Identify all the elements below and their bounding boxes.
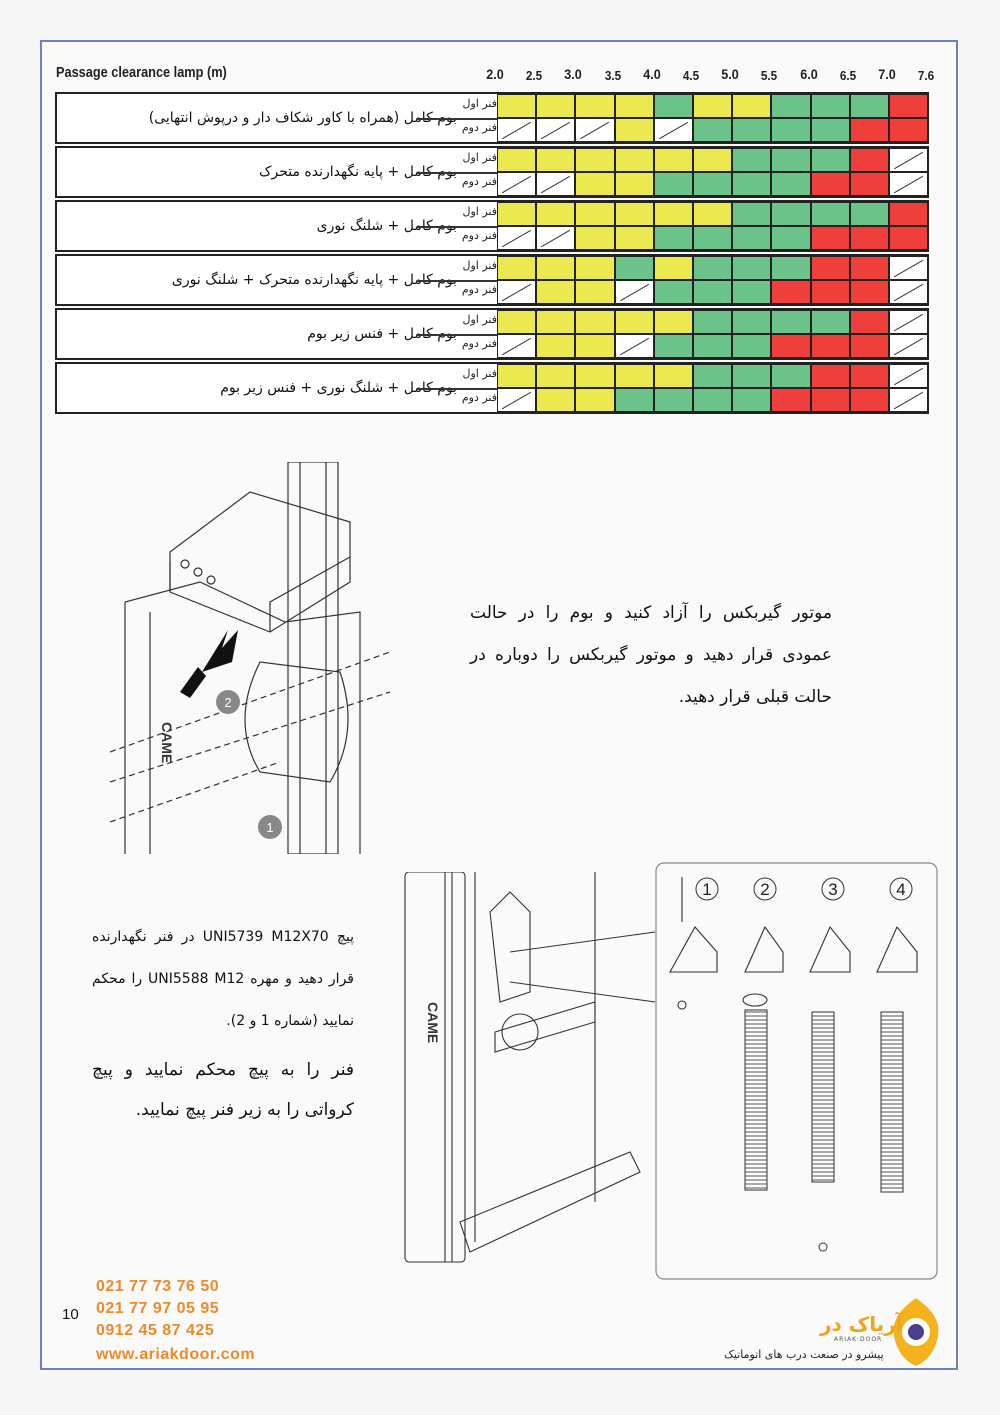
column-label: 2.5 [526, 68, 543, 83]
cell-yellow [497, 364, 536, 388]
cell-green [693, 388, 732, 412]
column-label: 6.5 [839, 68, 856, 83]
phone-1: 021 77 73 76 50 [96, 1278, 220, 1295]
instruction-release-gearbox: موتور گیربکس را آزاد کنید و بوم را در حالت عمودی قرار دهید و موتور گیربکس را دوباره در حالت قبلی قرار دهید. [470, 603, 832, 707]
divider [417, 226, 497, 228]
cell-not-applicable [497, 334, 536, 358]
cell-yellow [575, 256, 614, 280]
cell-not-applicable [889, 364, 928, 388]
cell-grid [497, 364, 929, 412]
cell-grid [497, 94, 929, 142]
cell-green [732, 148, 771, 172]
spring-second-row [497, 226, 929, 250]
table-title: Passage clearance lamp (m) [56, 64, 227, 81]
cell-yellow [536, 94, 575, 118]
cell-green [732, 364, 771, 388]
cell-green [850, 94, 889, 118]
cell-green [771, 310, 810, 334]
column-label: 3.0 [564, 66, 583, 82]
cell-green [771, 148, 810, 172]
cell-grid [497, 256, 929, 304]
cell-not-applicable [536, 226, 575, 250]
cell-green [811, 118, 850, 142]
cell-red [811, 388, 850, 412]
cell-grid [497, 148, 929, 196]
cell-yellow [575, 310, 614, 334]
spring-first-label: فنر اول [462, 313, 497, 326]
cell-not-applicable [536, 118, 575, 142]
cell-yellow [615, 202, 654, 226]
cell-yellow [615, 364, 654, 388]
cell-yellow [497, 256, 536, 280]
cell-red [771, 334, 810, 358]
cell-yellow [575, 364, 614, 388]
column-label: 2.0 [486, 66, 504, 82]
spring-first-row [497, 148, 929, 172]
cell-yellow [693, 202, 732, 226]
column-label: 7.0 [878, 66, 896, 82]
group-label: بوم کامل (همراه با کاور شکاف دار و درپوش انتهایی) [148, 110, 457, 126]
spring-second-label: فنر دوم [461, 283, 497, 296]
cell-green [654, 334, 693, 358]
spring-first-label: فنر اول [462, 151, 497, 164]
cell-green [693, 226, 732, 250]
cell-not-applicable [654, 118, 693, 142]
cell-not-applicable [889, 256, 928, 280]
step-1-label: 1 [702, 880, 712, 899]
cell-green [811, 148, 850, 172]
cell-yellow [615, 94, 654, 118]
cell-red [850, 172, 889, 196]
cell-yellow [693, 148, 732, 172]
cell-yellow [575, 280, 614, 304]
cell-yellow [615, 172, 654, 196]
cell-yellow [575, 226, 614, 250]
cell-not-applicable [497, 118, 536, 142]
cell-green [771, 202, 810, 226]
cell-yellow [732, 94, 771, 118]
callout-2: 2 [224, 695, 232, 710]
cell-red [850, 118, 889, 142]
logo-name: آریاک در [820, 1312, 903, 1336]
cell-not-applicable [889, 334, 928, 358]
column-label: 4.0 [643, 66, 661, 82]
cell-yellow [497, 310, 536, 334]
spring-first-label: فنر اول [462, 367, 497, 380]
cell-yellow [615, 118, 654, 142]
table-group [55, 92, 929, 144]
group-label: بوم کامل + فنس زیر بوم [307, 326, 457, 342]
cell-yellow [536, 256, 575, 280]
divider [417, 118, 497, 120]
cell-red [850, 226, 889, 250]
cell-red [811, 172, 850, 196]
cell-not-applicable [615, 280, 654, 304]
cell-green [732, 388, 771, 412]
cell-yellow [536, 310, 575, 334]
cell-green [654, 172, 693, 196]
cell-green [771, 118, 810, 142]
spring-first-row [497, 364, 929, 388]
cell-green [693, 280, 732, 304]
cell-red [811, 364, 850, 388]
logo-subtitle: ARIAK DOOR [834, 1336, 883, 1343]
table-group [55, 146, 929, 198]
cell-yellow [536, 202, 575, 226]
cell-yellow [654, 148, 693, 172]
table-group [55, 254, 929, 306]
column-label: 6.0 [799, 66, 818, 82]
spring-second-label: فنر دوم [461, 391, 497, 404]
step-4-label: 4 [896, 880, 906, 899]
cell-not-applicable [889, 148, 928, 172]
cell-green [693, 172, 732, 196]
spring-first-row [497, 256, 929, 280]
cell-not-applicable [889, 310, 928, 334]
cell-yellow [615, 148, 654, 172]
cell-grid [497, 310, 929, 358]
cell-green [732, 202, 771, 226]
spring-second-row [497, 280, 929, 304]
cell-yellow [536, 148, 575, 172]
spring-second-row [497, 388, 929, 412]
cell-red [889, 226, 928, 250]
cell-red [850, 148, 889, 172]
divider [417, 280, 497, 282]
table-group [55, 200, 929, 252]
spring-second-row [497, 172, 929, 196]
logo-tagline: پیشرو در صنعت درب های اتوماتیک [724, 1348, 884, 1361]
cell-not-applicable [889, 388, 928, 412]
cell-yellow [536, 388, 575, 412]
barrier-release-illustration [110, 462, 400, 854]
group-label: بوم کامل + شلنگ نوری [316, 218, 457, 234]
cell-yellow [654, 202, 693, 226]
cell-green [654, 94, 693, 118]
cell-green [771, 94, 810, 118]
cell-green [615, 388, 654, 412]
divider [417, 334, 497, 336]
spring-second-row [497, 118, 929, 142]
spring-first-row [497, 94, 929, 118]
cell-yellow [693, 94, 732, 118]
cell-yellow [575, 172, 614, 196]
instruction-tighten-spring: فنر را به پیچ محکم نمایید و پیچ کرواتی را به زیر فنر پیچ نمایید. [92, 1060, 354, 1120]
cell-green [654, 226, 693, 250]
cell-red [811, 334, 850, 358]
spring-second-label: فنر دوم [461, 229, 497, 242]
cell-green [811, 310, 850, 334]
group-label: بوم کامل + پایه نگهدارنده متحرک [258, 164, 457, 180]
column-label: 4.5 [682, 68, 700, 83]
cell-yellow [654, 364, 693, 388]
cell-green [771, 172, 810, 196]
cell-not-applicable [615, 334, 654, 358]
cell-green [654, 388, 693, 412]
spring-second-label: فنر دوم [461, 337, 497, 350]
cell-yellow [575, 334, 614, 358]
spring-second-label: فنر دوم [461, 121, 497, 134]
cell-green [693, 334, 732, 358]
cell-not-applicable [575, 118, 614, 142]
column-label: 3.5 [604, 68, 621, 83]
website-link[interactable]: www.ariakdoor.com [96, 1346, 256, 1363]
column-label: 7.6 [918, 68, 935, 83]
cell-red [850, 388, 889, 412]
clearance-table [55, 92, 929, 416]
spring-first-row [497, 310, 929, 334]
spring-second-label: فنر دوم [461, 175, 497, 188]
cell-green [693, 118, 732, 142]
cell-red [850, 280, 889, 304]
cell-red [811, 226, 850, 250]
cell-not-applicable [536, 172, 575, 196]
cell-green [732, 334, 771, 358]
cell-red [850, 256, 889, 280]
step-3-label: 3 [828, 880, 838, 899]
cell-yellow [654, 310, 693, 334]
cell-yellow [575, 202, 614, 226]
cell-not-applicable [497, 388, 536, 412]
table-group [55, 308, 929, 360]
cell-green [850, 202, 889, 226]
instruction-bolt-nut: پیچ UNI5739 M12X70 در فنر نگهدارنده قرار دهید و مهره UNI5588 M12 را محکم نمایید (شماره 1 و 2). [92, 929, 354, 1029]
cell-red [771, 388, 810, 412]
cell-green [771, 364, 810, 388]
cell-red [811, 280, 850, 304]
cell-green [771, 256, 810, 280]
cell-yellow [497, 148, 536, 172]
cell-green [732, 280, 771, 304]
spring-steps-illustration [655, 862, 938, 1282]
cell-green [693, 310, 732, 334]
cell-red [850, 334, 889, 358]
cell-yellow [575, 94, 614, 118]
cell-green [693, 364, 732, 388]
cell-green [732, 118, 771, 142]
came-brand: CAME [159, 722, 175, 764]
cell-red [811, 256, 850, 280]
table-group [55, 362, 929, 414]
spring-second-row [497, 334, 929, 358]
cell-yellow [615, 310, 654, 334]
cell-green [732, 310, 771, 334]
cell-red [850, 310, 889, 334]
cell-green [615, 256, 654, 280]
cabinet-spring-illustration [400, 872, 660, 1272]
cell-not-applicable [497, 172, 536, 196]
page-number: 10 [62, 1306, 79, 1323]
cell-grid [497, 202, 929, 250]
came-brand-2: CAME [425, 1002, 441, 1044]
cell-not-applicable [889, 172, 928, 196]
cell-green [654, 280, 693, 304]
cell-yellow [497, 202, 536, 226]
cell-not-applicable [497, 280, 536, 304]
cell-yellow [497, 94, 536, 118]
column-label: 5.0 [721, 66, 739, 82]
cell-red [771, 280, 810, 304]
divider [417, 388, 497, 390]
cell-green [732, 172, 771, 196]
cell-yellow [536, 280, 575, 304]
cell-red [889, 202, 928, 226]
cell-yellow [536, 364, 575, 388]
cell-red [889, 94, 928, 118]
spring-first-label: فنر اول [462, 259, 497, 272]
divider [417, 172, 497, 174]
callout-1: 1 [266, 820, 274, 835]
cell-green [693, 256, 732, 280]
cell-red [850, 364, 889, 388]
cell-green [732, 226, 771, 250]
cell-green [732, 256, 771, 280]
cell-yellow [575, 148, 614, 172]
cell-yellow [654, 256, 693, 280]
phone-2: 021 77 97 05 95 [96, 1300, 220, 1317]
spring-first-label: فنر اول [462, 97, 497, 110]
cell-not-applicable [497, 226, 536, 250]
phone-3: 0912 45 87 425 [96, 1322, 215, 1339]
cell-yellow [536, 334, 575, 358]
cell-green [811, 94, 850, 118]
group-label: بوم کامل + شلنگ نوری + فنس زیر بوم [220, 380, 457, 396]
cell-green [811, 202, 850, 226]
cell-yellow [575, 388, 614, 412]
cell-red [889, 118, 928, 142]
column-label: 5.5 [761, 68, 778, 83]
spring-first-row [497, 202, 929, 226]
step-2-label: 2 [760, 880, 770, 899]
spring-first-label: فنر اول [462, 205, 497, 218]
cell-yellow [615, 226, 654, 250]
group-label: بوم کامل + پایه نگهدارنده متحرک + شلنگ نوری [171, 272, 457, 288]
cell-not-applicable [889, 280, 928, 304]
cell-green [771, 226, 810, 250]
